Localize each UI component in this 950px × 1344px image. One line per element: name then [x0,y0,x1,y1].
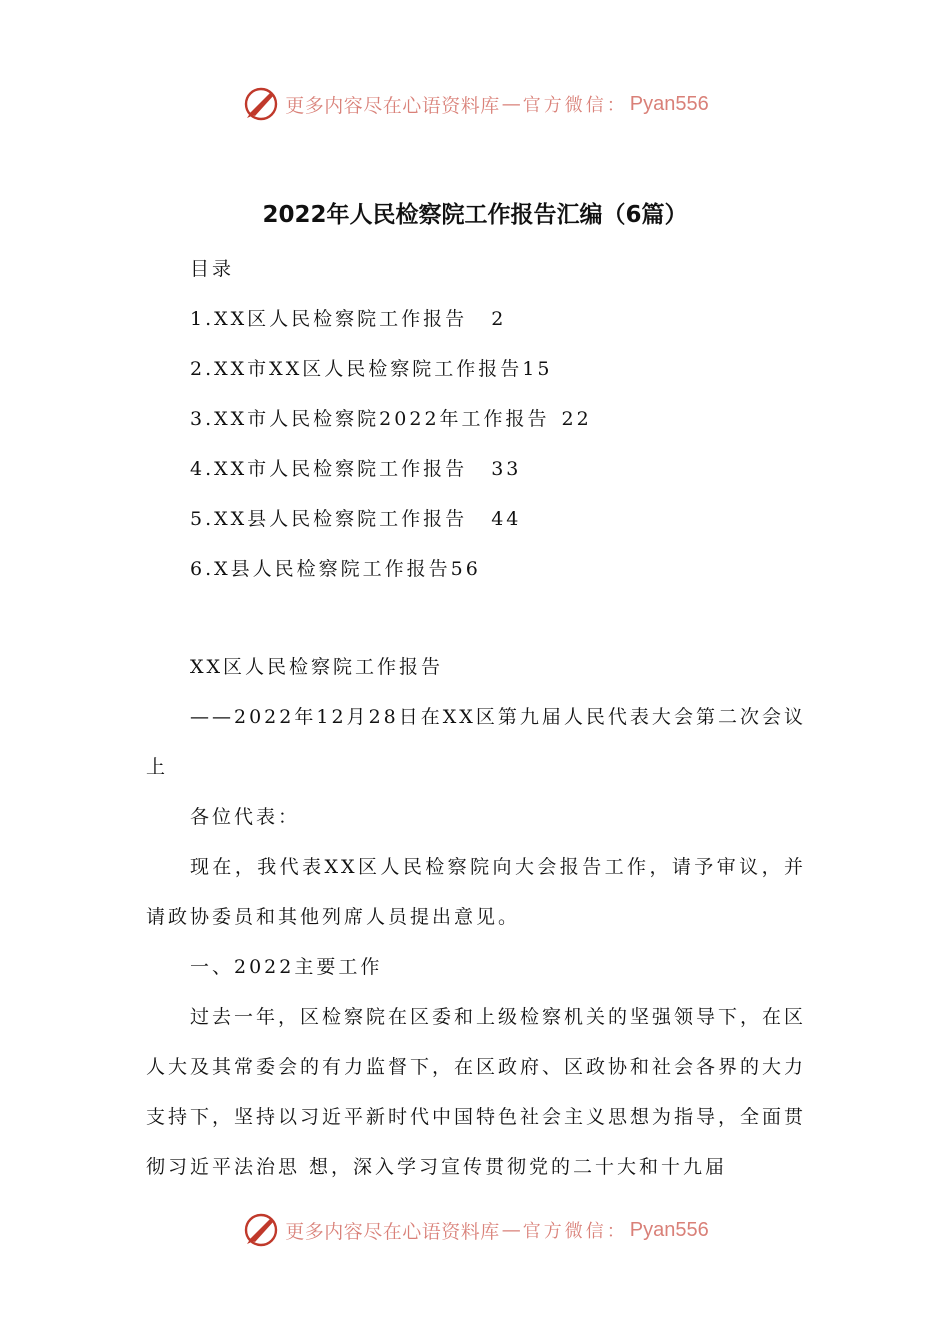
toc-item[interactable] [190,554,481,584]
toc-item-page: 15 [522,358,553,380]
banner-label: 官方微信： [522,1221,628,1242]
report-title: XX区人民检察院工作报告 [190,656,444,678]
toc-item-page: 2 [491,308,507,330]
salutation: 各位代表： [190,806,301,828]
header-banner [0,82,950,126]
paragraph-intro: 现在，我代表XX区人民检察院向大会报告工作，请予审议，并请政协委员和其他列席人员提出意见。 [146,856,806,928]
section-heading: 一、2022主要工作 [190,956,383,978]
toc-item-label: 2.XX市XX区人民检察院工作报告 [190,358,523,380]
banner-dash: — [501,93,521,115]
toc-heading: 目录 [190,258,235,280]
toc-item[interactable] [190,304,506,334]
toc-item-page: 22 [561,408,592,430]
quill-logo-icon [241,1210,281,1250]
footer-banner [0,1208,950,1252]
paragraph-main-work: 过去一年，区检察院在区委和上级检察机关的坚强领导下，在区人大及其常委会的有力监督下，在区政府、区政协和社会各界的大力支持下，坚持以习近平新时代中国特色社会主义思想为指导，全面贯彻习近平法治思 想，深入学习宣传贯彻党的二十大和十九届 [146,1006,806,1178]
toc-item-page: 56 [450,558,481,580]
toc-item[interactable] [190,454,521,484]
toc-item[interactable] [190,404,592,434]
toc-item-label: 3.XX市人民检察院2022年工作报告 [190,408,550,430]
banner-label: 官方微信： [522,95,628,116]
toc-item[interactable] [190,504,521,534]
report-subtitle: ——2022年12月28日在XX区第九届人民代表大会第二次会议上 [146,706,806,778]
toc-item-page: 33 [491,458,522,480]
banner-text: 更多内容尽在心语资料库 [285,1220,500,1243]
toc-item[interactable] [190,354,552,384]
quill-logo-icon [241,84,281,124]
banner-text: 更多内容尽在心语资料库 [285,94,500,117]
banner-wechat-id: Pyan556 [629,1218,709,1241]
toc-item-label: 6.X县人民检察院工作报告 [190,558,451,580]
document-title: 2022年人民检察院工作报告汇编（6篇） [262,202,688,228]
banner-dash: — [501,1219,521,1241]
toc-item-label: 4.XX市人民检察院工作报告 [190,458,468,480]
banner-wechat-id: Pyan556 [629,92,709,115]
toc-item-label: 5.XX县人民检察院工作报告 [190,508,468,530]
toc-item-label: 1.XX区人民检察院工作报告 [190,308,468,330]
toc-item-page: 44 [491,508,522,530]
